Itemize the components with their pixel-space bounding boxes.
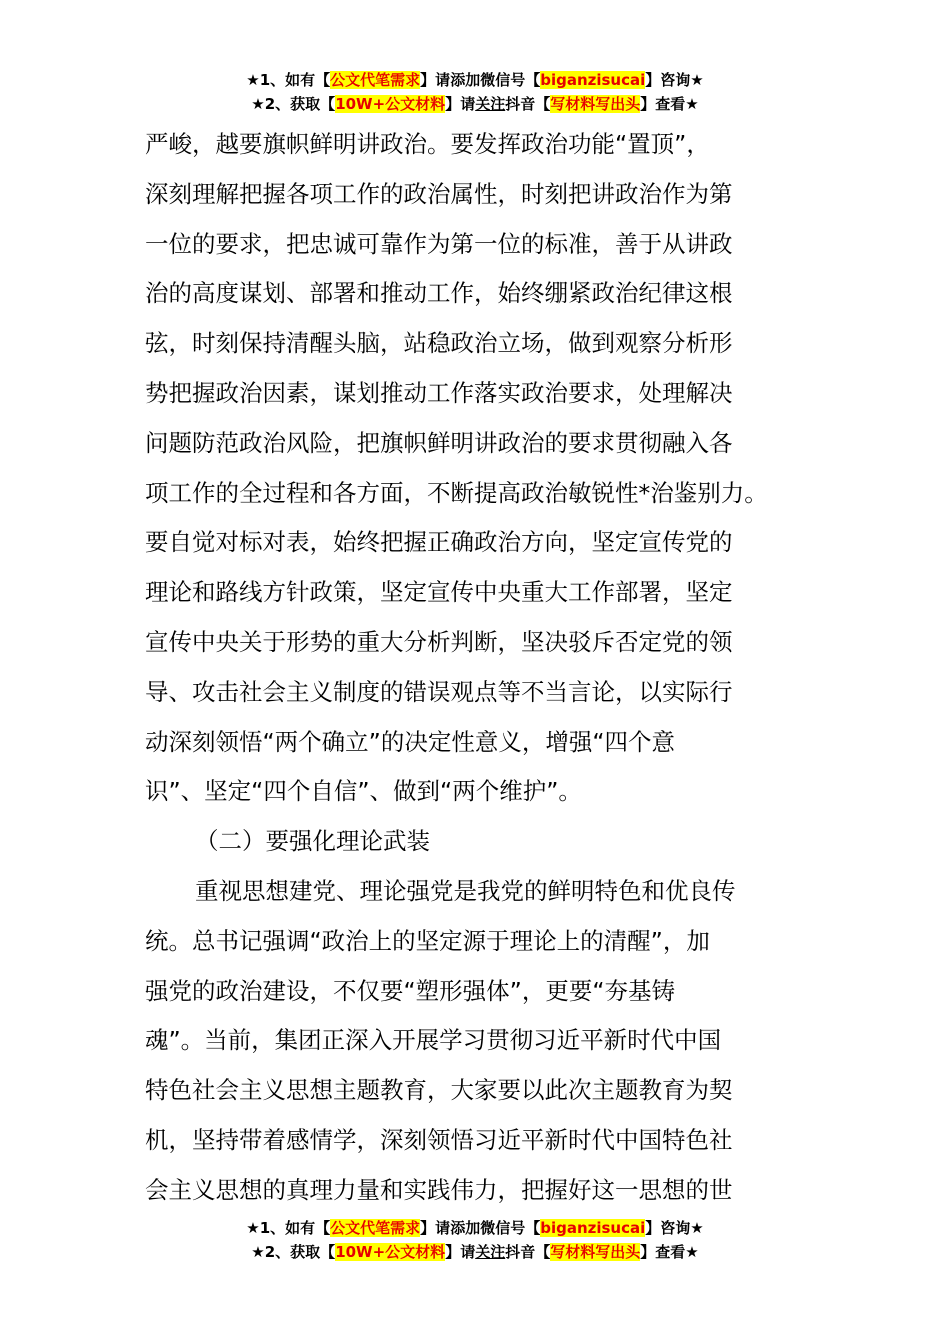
banner-text: ★1、如有【: [246, 1219, 331, 1237]
body-line: 机，坚持带着感情学，深刻领悟习近平新时代中国特色社: [145, 1125, 733, 1154]
section-heading: （二）要强化理论武装: [195, 827, 430, 856]
body-line: 会主义思想的真理力量和实践伟力，把握好这一思想的世: [145, 1175, 733, 1204]
banner-text-emphasis: 添加: [450, 1219, 481, 1237]
banner-highlight: 公文代笔需求: [330, 1219, 421, 1237]
banner-text: 】查看★: [640, 95, 699, 113]
banner-text: 】请: [445, 95, 476, 113]
body-line: 宣传中央关于形势的重大分析判断，坚决驳斥否定党的领: [145, 627, 733, 656]
banner-text: ★2、获取【: [251, 1243, 336, 1261]
body-line: 理论和路线方针政策，坚定宣传中央重大工作部署，坚定: [145, 578, 733, 607]
banner-text-emphasis: 添加: [450, 71, 481, 89]
footer-banner: [0, 1216, 950, 1264]
banner-text: 】请: [420, 1219, 451, 1237]
body-line: 问题防范政治风险，把旗帜鲜明讲政治的要求贯彻融入各: [145, 428, 733, 457]
body-line: 深刻理解把握各项工作的政治属性，时刻把讲政治作为第: [145, 179, 733, 208]
banner-highlight: 写材料写出头: [550, 95, 641, 113]
banner-text: 抖音【: [505, 1243, 551, 1261]
header-banner-line-2: [0, 92, 950, 116]
body-line: 识”、坚定“四个自信”、做到“两个维护”。: [145, 777, 582, 806]
banner-text: ★2、获取【: [251, 95, 336, 113]
banner-text: 抖音【: [505, 95, 551, 113]
banner-wechat-id: biganzisucai: [540, 71, 646, 89]
body-line: 严峻，越要旗帜鲜明讲政治。要发挥政治功能“置顶”，: [145, 130, 710, 158]
banner-text: 微信号【: [480, 1219, 541, 1237]
body-line: 统。总书记强调“政治上的坚定源于理论上的清醒”，加: [145, 926, 710, 955]
body-line: 特色社会主义思想主题教育，大家要以此次主题教育为契: [145, 1076, 733, 1105]
banner-text: ★1、如有【: [246, 71, 331, 89]
banner-text: 】咨询★: [645, 1219, 704, 1237]
body-line: 势把握政治因素，谋划推动工作落实政治要求，处理解决: [145, 378, 733, 407]
header-banner: [0, 68, 950, 116]
banner-text: 】查看★: [640, 1243, 699, 1261]
footer-banner-line-1: [0, 1216, 950, 1240]
banner-highlight: 10W+公文材料: [335, 95, 446, 113]
body-line: 治的高度谋划、部署和推动工作，始终绷紧政治纪律这根: [145, 279, 733, 308]
paragraph-first-line: 重视思想建党、理论强党是我党的鲜明特色和优良传: [195, 876, 736, 905]
banner-text: 】请: [420, 71, 451, 89]
banner-text-emphasis: 关注: [475, 95, 506, 113]
header-banner-line-1: [0, 68, 950, 92]
body-line: 一位的要求，把忠诚可靠作为第一位的标准，善于从讲政: [145, 229, 733, 258]
banner-text: 微信号【: [480, 71, 541, 89]
body-line: 强党的政治建设，不仅要“塑形强体”，更要“夯基铸: [145, 976, 676, 1005]
banner-text: 】咨询★: [645, 71, 704, 89]
banner-highlight: 公文代笔需求: [330, 71, 421, 89]
body-line: 弦，时刻保持清醒头脑，站稳政治立场，做到观察分析形: [145, 329, 733, 358]
body-line: 动深刻领悟“两个确立”的决定性意义，增强“四个意: [145, 727, 676, 756]
body-line: 导、攻击社会主义制度的错误观点等不当言论，以实际行: [145, 677, 733, 706]
banner-highlight: 写材料写出头: [550, 1243, 641, 1261]
body-line: 魂”。当前，集团正深入开展学习贯彻习近平新时代中国: [145, 1026, 722, 1055]
body-line: 项工作的全过程和各方面，不断提高政治敏锐性*治鉴别力。: [145, 478, 768, 507]
banner-wechat-id: biganzisucai: [540, 1219, 646, 1237]
banner-highlight: 10W+公文材料: [335, 1243, 446, 1261]
body-line: 要自觉对标对表，始终把握正确政治方向，坚定宣传党的: [145, 528, 733, 557]
footer-banner-line-2: [0, 1240, 950, 1264]
banner-text-emphasis: 关注: [475, 1243, 506, 1261]
banner-text: 】请: [445, 1243, 476, 1261]
document-body: [145, 120, 825, 1216]
